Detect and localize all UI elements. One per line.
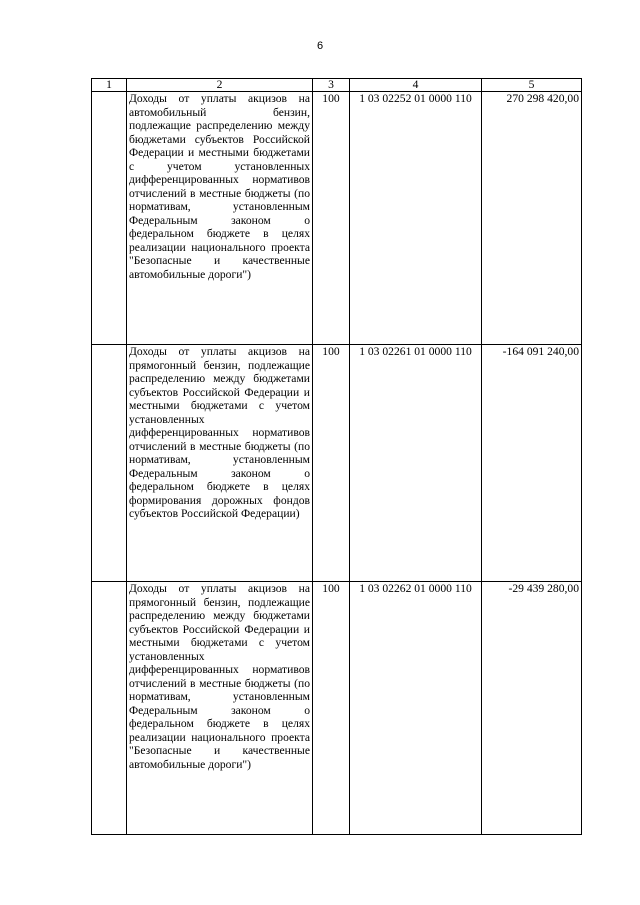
table-row <box>92 345 582 582</box>
administrator-code: 100 <box>313 92 350 345</box>
table-row <box>92 92 582 345</box>
revenue-table <box>91 78 582 835</box>
row-number-cell <box>92 92 127 345</box>
budget-classification-code: 1 03 02252 01 0000 110 <box>350 92 482 345</box>
revenue-description: Доходы от уплаты акцизов на прямогонный бензин, подлежащие распределению между бюджетами субъектов Российской Федерации и местными бюджетами с учетом установленных дифференцированных нормативов отчислений в местные бюджеты (по нормативам, установленным Федеральным законом о федеральном бюджете в целях реализации национального проекта "Безопасные и качественные автомобильные дороги") <box>127 582 313 835</box>
table-row <box>92 582 582 835</box>
column-header-5: 5 <box>482 79 582 92</box>
administrator-code: 100 <box>313 345 350 582</box>
amount-cell: 270 298 420,00 <box>482 92 582 345</box>
budget-classification-code: 1 03 02261 01 0000 110 <box>350 345 482 582</box>
amount-cell: -164 091 240,00 <box>482 345 582 582</box>
column-header-1: 1 <box>92 79 127 92</box>
column-header-2: 2 <box>127 79 313 92</box>
row-number-cell <box>92 582 127 835</box>
revenue-description: Доходы от уплаты акцизов на автомобильный бензин, подлежащие распределению между бюджетами субъектов Российской Федерации и местными бюджетами с учетом установленных дифференцированных нормативов отчислений в местные бюджеты (по нормативам, установленным Федеральным законом о федеральном бюджете в целях реализации национального проекта "Безопасные и качественные автомобильные дороги") <box>127 92 313 345</box>
administrator-code: 100 <box>313 582 350 835</box>
column-header-3: 3 <box>313 79 350 92</box>
row-number-cell <box>92 345 127 582</box>
table-header-row <box>92 79 582 92</box>
budget-classification-code: 1 03 02262 01 0000 110 <box>350 582 482 835</box>
page-number: 6 <box>316 40 324 52</box>
column-header-4: 4 <box>350 79 482 92</box>
revenue-description: Доходы от уплаты акцизов на прямогонный бензин, подлежащие распределению между бюджетами субъектов Российской Федерации и местными бюджетами с учетом установленных дифференцированных нормативов отчислений в местные бюджеты (по нормативам, установленным Федеральным законом о федеральном бюджете в целях формирования дорожных фондов субъектов Российской Федерации) <box>127 345 313 582</box>
amount-cell: -29 439 280,00 <box>482 582 582 835</box>
